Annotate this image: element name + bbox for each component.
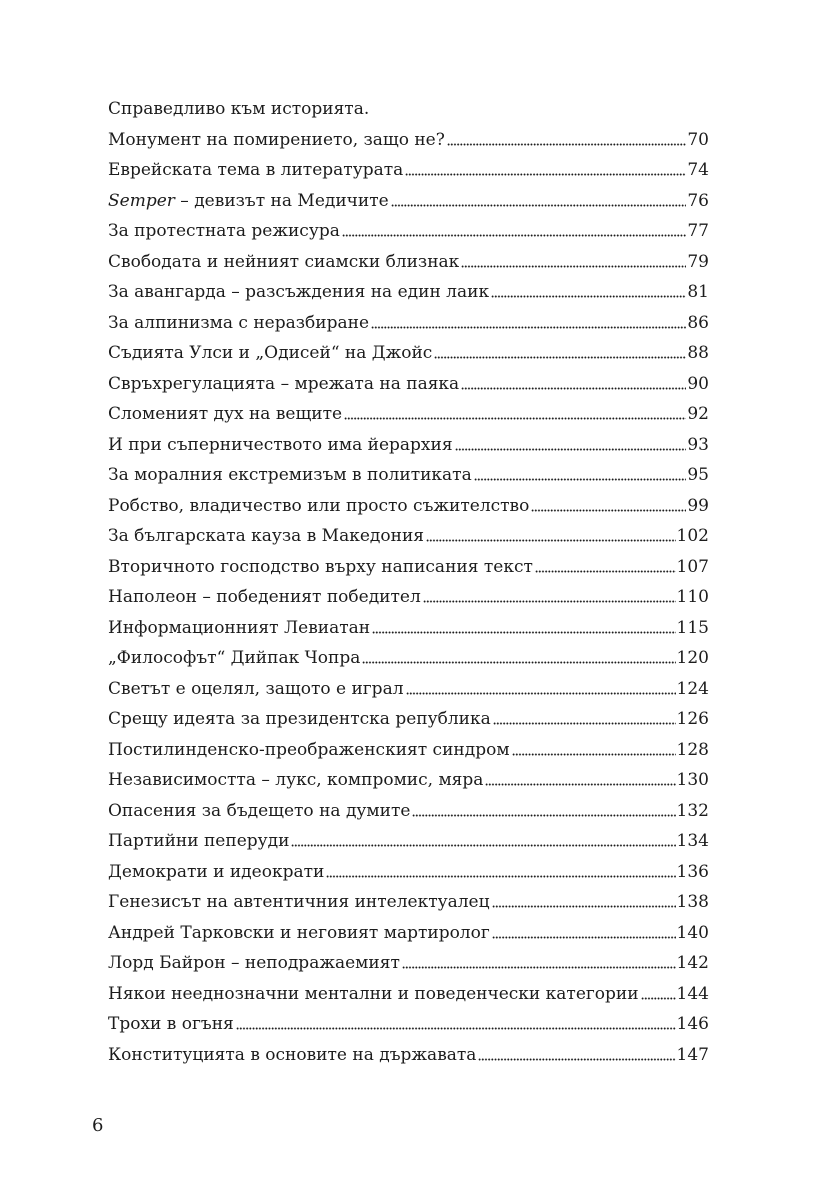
toc-entry-page: 95 — [687, 465, 709, 485]
toc-entry — [108, 399, 709, 430]
toc-entry — [108, 918, 709, 949]
toc-entry-page: 128 — [676, 739, 709, 760]
toc-entry-page: 130 — [676, 770, 709, 790]
toc-entry-title: Светът е оцелял, защото е играл — [108, 678, 404, 699]
toc-entry-title: Партийни пеперуди — [108, 831, 290, 851]
toc-entry — [108, 521, 709, 552]
toc-entry — [108, 735, 709, 766]
toc-entry — [108, 704, 709, 735]
toc-entry-title: „Философът“ Дийпак Чопра — [108, 648, 361, 668]
toc-entry-page: 126 — [676, 709, 709, 729]
toc-entry — [108, 277, 709, 308]
toc-entry-page: 74 — [687, 160, 709, 180]
toc-entry-title: Демократи и идеократи — [108, 861, 325, 882]
dot-leader — [405, 173, 686, 177]
dot-leader — [371, 325, 686, 329]
dot-leader — [535, 569, 676, 573]
toc-entry-title: Вторичното господство върху написания текст — [108, 556, 533, 577]
toc-entry — [108, 1009, 709, 1040]
toc-entry-page: 134 — [676, 831, 709, 851]
toc-entry-title: Лорд Байрон – неподражаемият — [108, 953, 400, 973]
dot-leader — [291, 844, 675, 848]
dot-leader — [342, 234, 687, 238]
toc-entry-title: Информационният Левиатан — [108, 617, 371, 638]
toc-entry-page: 81 — [687, 282, 709, 302]
toc-entry-title — [108, 186, 389, 217]
toc-entry-title: За моралния екстремизъм в политиката — [108, 465, 472, 485]
toc-entry-title: За българската кауза в Македония — [108, 526, 424, 546]
toc-entry — [108, 674, 709, 705]
toc-entry-title: За авангарда – разсъждения на един лаик — [108, 282, 490, 302]
toc-entry-title: За алпинизма с неразбиране — [108, 312, 370, 333]
toc-entry-page: 146 — [676, 1014, 709, 1034]
toc-entry-title: Опасения за бъдещето на думите — [108, 800, 411, 821]
toc-entry-title: Генезисът на автентичния интелектуалец — [108, 892, 490, 912]
toc-entry-page: 86 — [687, 312, 709, 333]
toc-entry-page: 124 — [676, 678, 709, 699]
toc-entry-page: 92 — [687, 404, 709, 424]
toc-entry-page: 93 — [687, 434, 709, 455]
toc-entry — [108, 491, 709, 522]
toc-entry-title: Свободата и нейният сиамски близнак — [108, 251, 460, 272]
toc-heading: Справедливо към историята. — [108, 99, 370, 119]
dot-leader — [478, 1057, 675, 1061]
toc-entry-title: Независимостта – лукс, компромис, мяра — [108, 770, 484, 790]
dot-leader — [493, 722, 676, 726]
toc-entry — [108, 979, 709, 1010]
dot-leader — [492, 935, 676, 939]
dot-leader — [406, 691, 676, 695]
toc-entry-title: Наполеон – победеният победител — [108, 587, 421, 607]
toc-entry — [108, 186, 709, 217]
dot-leader — [372, 630, 675, 634]
dot-leader — [344, 417, 686, 421]
toc-entry-title: Срещу идеята за президентска република — [108, 709, 491, 729]
dot-leader — [485, 783, 675, 787]
toc-entry-title: Андрей Тарковски и неговият мартиролог — [108, 922, 490, 943]
toc-entry — [108, 460, 709, 491]
dot-leader — [461, 386, 686, 390]
toc-entry-page: 99 — [687, 495, 709, 516]
toc-entry-title: Конституцията в основите на държавата — [108, 1044, 477, 1065]
toc-entry — [108, 765, 709, 796]
toc-entry — [108, 887, 709, 918]
toc-entry — [108, 796, 709, 827]
toc-entry — [108, 247, 709, 278]
toc-entry-title: Робство, владичество или просто съжителство — [108, 495, 530, 516]
dot-leader — [492, 905, 676, 909]
dot-leader — [531, 508, 686, 512]
toc-entry — [108, 613, 709, 644]
toc-entry-title-rest: – девизът на Медичите — [174, 190, 389, 211]
table-of-contents — [108, 94, 709, 1070]
toc-entry-title: Постилинденско-преображенският синдром — [108, 739, 510, 760]
toc-entry — [108, 338, 709, 369]
toc-entry-page: 140 — [676, 922, 709, 943]
toc-entry-page: 120 — [676, 648, 709, 668]
toc-entry-page: 102 — [676, 526, 709, 546]
toc-entry — [108, 125, 709, 156]
toc-entry-title-italic: Semper — [108, 190, 175, 211]
toc-entry-page: 77 — [687, 221, 709, 241]
toc-entry — [108, 948, 709, 979]
dot-leader — [423, 600, 676, 604]
dot-leader — [412, 813, 675, 817]
toc-entry — [108, 826, 709, 857]
toc-entry — [108, 552, 709, 583]
dot-leader — [474, 478, 687, 482]
dot-leader — [641, 996, 676, 1000]
toc-entry-page: 115 — [676, 617, 709, 638]
toc-entry-title: Свръхрегулацията – мрежата на паяка — [108, 373, 460, 394]
dot-leader — [402, 966, 676, 970]
toc-entry — [108, 308, 709, 339]
toc-entry-page: 76 — [687, 190, 709, 211]
dot-leader — [461, 264, 686, 268]
toc-entry-title: Трохи в огъня — [108, 1014, 234, 1034]
toc-entry-title: За протестната режисура — [108, 221, 340, 241]
toc-entry-page: 88 — [687, 343, 709, 363]
toc-entry-page: 70 — [687, 129, 709, 150]
dot-leader — [447, 142, 687, 146]
toc-entry-title: И при съперничеството има йерархия — [108, 434, 453, 455]
dot-leader — [426, 539, 676, 543]
toc-entry — [108, 857, 709, 888]
toc-entry-page: 107 — [676, 556, 709, 577]
toc-entry-page: 90 — [687, 373, 709, 394]
toc-entry — [108, 1040, 709, 1071]
toc-entry-page: 142 — [676, 953, 709, 973]
toc-entry-page: 147 — [676, 1044, 709, 1065]
toc-entry-page: 79 — [687, 251, 709, 272]
toc-entry-page: 138 — [676, 892, 709, 912]
toc-entry — [108, 643, 709, 674]
toc-entry-page: 144 — [676, 983, 709, 1004]
dot-leader — [326, 874, 675, 878]
dot-leader — [391, 203, 687, 207]
toc-entry-page: 136 — [676, 861, 709, 882]
dot-leader — [236, 1027, 676, 1031]
dot-leader — [491, 295, 686, 299]
toc-entry-page: 110 — [676, 587, 709, 607]
dot-leader — [362, 661, 675, 665]
toc-entry — [108, 369, 709, 400]
toc-entry-page: 132 — [676, 800, 709, 821]
toc-entry-title: Някои нееднозначни ментални и поведенчески категории — [108, 983, 639, 1004]
toc-entry — [108, 582, 709, 613]
page-number: 6 — [92, 1115, 104, 1136]
toc-entry — [108, 430, 709, 461]
toc-entry-title: Съдията Улси и „Одисей“ на Джойс — [108, 343, 433, 363]
toc-entry-title: Монумент на помирението, защо не? — [108, 129, 445, 150]
dot-leader — [512, 752, 676, 756]
dot-leader — [434, 356, 686, 360]
toc-entry-title: Еврейската тема в литературата — [108, 160, 404, 180]
toc-entry-title: Сломеният дух на вещите — [108, 404, 343, 424]
toc-entry — [108, 216, 709, 247]
dot-leader — [455, 447, 687, 451]
toc-entry — [108, 155, 709, 186]
